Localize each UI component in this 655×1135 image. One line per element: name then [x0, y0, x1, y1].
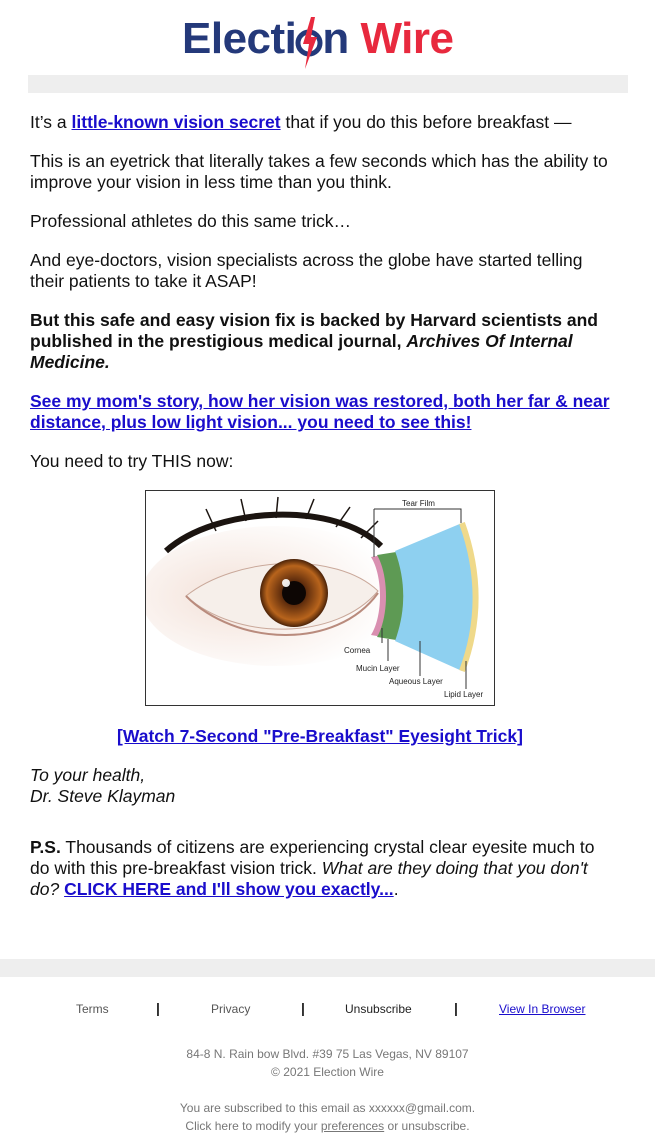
- vision-secret-link[interactable]: little-known vision secret: [71, 112, 281, 132]
- eye-layers-diagram[interactable]: [145, 490, 495, 706]
- footer-subscription-block: [0, 1099, 655, 1135]
- label-mucin-layer: Mucin Layer: [356, 664, 400, 673]
- click-here-link[interactable]: CLICK HERE and I'll show you exactly...: [64, 879, 394, 899]
- paragraph-try-now: You need to try THIS now:: [30, 451, 234, 471]
- label-cornea: Cornea: [344, 646, 371, 655]
- label-lipid-layer: Lipid Layer: [444, 690, 484, 699]
- intro-paragraph: It’s a little-known vision secret that if you do this before breakfast —: [30, 112, 572, 132]
- footer-separator: |: [454, 1000, 458, 1016]
- signoff-line: To your health,: [30, 765, 146, 785]
- logo-o-bolt-icon: [296, 23, 322, 53]
- footer-unsubscribe-link[interactable]: Unsubscribe: [345, 1002, 412, 1016]
- label-tear-film: Tear Film: [402, 499, 435, 508]
- footer-view-browser-link[interactable]: View In Browser: [499, 1002, 586, 1016]
- paragraph-harvard: But this safe and easy vision fix is backed by Harvard scientists and published in the prestigious medical journal, Archives Of Internal Medicine.: [30, 310, 598, 372]
- watch-paragraph: [30, 726, 610, 747]
- footer-divider-bar: [0, 959, 655, 977]
- ps-paragraph: P.S. Thousands of citizens are experiencing crystal clear eyesite much to do with this pre-breakfast vision trick. What are they doing that you don't do? CLICK HERE and I'll show you exactly....: [30, 837, 595, 899]
- signoff: [30, 765, 610, 807]
- footer-copyright: © 2021 Election Wire: [271, 1065, 384, 1079]
- header-divider-bar: [28, 75, 628, 93]
- label-aqueous-layer: Aqueous Layer: [389, 677, 443, 686]
- email-header: [0, 0, 655, 75]
- signoff-author: Dr. Steve Klayman: [30, 786, 176, 806]
- logo-text-wire: Wire: [348, 14, 454, 63]
- footer-preferences-link[interactable]: preferences: [320, 1119, 385, 1133]
- footer-address-block: [0, 1045, 655, 1081]
- email-body: [30, 112, 610, 918]
- footer-separator: |: [156, 1000, 160, 1016]
- logo-text-election: Electi: [182, 14, 297, 63]
- footer-modify-text: Click here to modify your preferences or unsubscribe.: [185, 1119, 470, 1133]
- footer-address: 84-8 N. Rain bow Blvd. #39 75 Las Vegas, NV 89107: [186, 1047, 469, 1061]
- footer-privacy-link[interactable]: Privacy: [211, 1002, 251, 1016]
- paragraph-doctors: And eye-doctors, vision specialists across the globe have started telling their patients to take it ASAP!: [30, 250, 583, 291]
- paragraph-athletes: Professional athletes do this same trick…: [30, 211, 351, 231]
- mom-story-link[interactable]: See my mom's story, how her vision was restored, both her far & near distance, plus low light vision... you need to see this!: [30, 391, 610, 432]
- ps-label: P.S.: [30, 837, 61, 857]
- election-wire-logo[interactable]: [182, 12, 478, 72]
- watch-trick-link[interactable]: [Watch 7-Second "Pre-Breakfast" Eyesight Trick]: [117, 726, 523, 746]
- logo-text-n: n: [322, 14, 349, 63]
- paragraph-mom-story: [30, 391, 610, 433]
- footer-subscribed-text: You are subscribed to this email as xxxxxx@gmail.com.: [179, 1101, 476, 1115]
- footer-terms-link[interactable]: Terms: [76, 1002, 109, 1016]
- footer-separator: |: [301, 1000, 305, 1016]
- paragraph-eyetrick: This is an eyetrick that literally takes a few seconds which has the ability to improve your vision in less time than you think.: [30, 151, 608, 192]
- journal-name: Archives Of Internal Medicine.: [30, 331, 573, 372]
